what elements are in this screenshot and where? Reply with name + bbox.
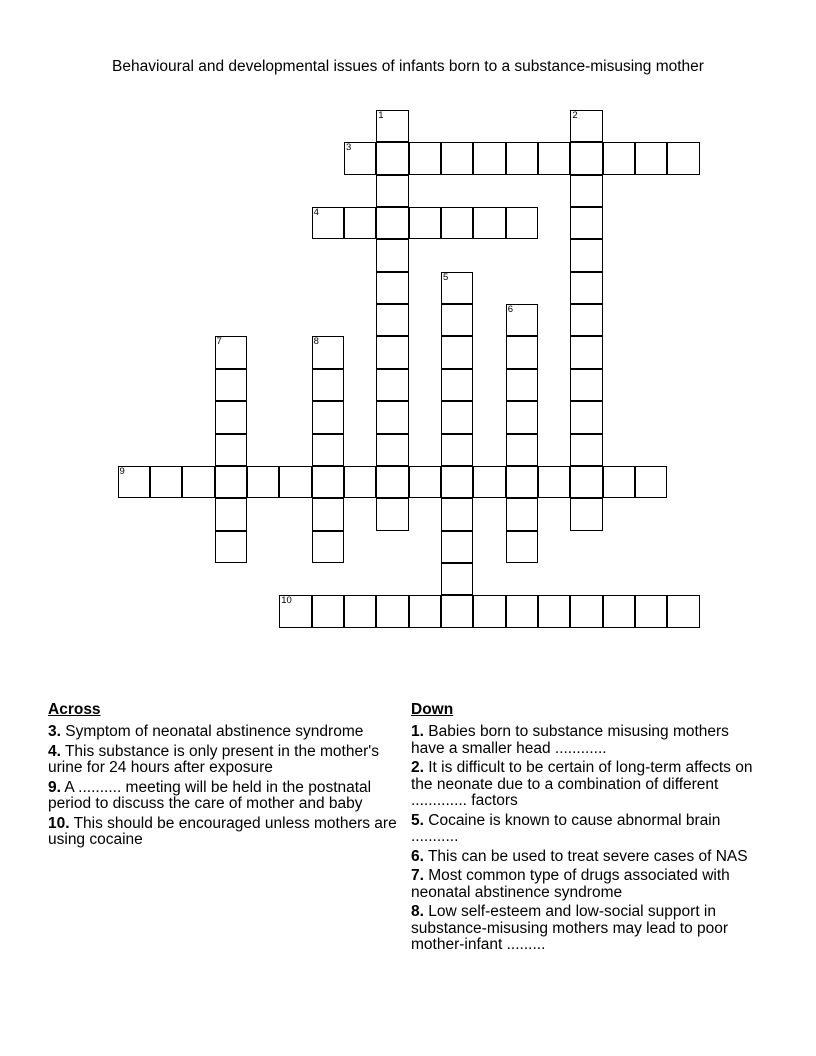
clue-number-label: 4 — [313, 207, 319, 219]
clue-text: Most common type of drugs associated with neonatal abstinence syndrome — [411, 867, 730, 901]
grid-cell[interactable] — [473, 466, 505, 498]
grid-cell[interactable] — [441, 531, 473, 563]
grid-cell[interactable] — [344, 142, 376, 174]
grid-cell[interactable] — [570, 434, 602, 466]
grid-cell[interactable] — [279, 595, 311, 627]
grid-cell[interactable] — [441, 595, 473, 627]
clue-text: Cocaine is known to cause abnormal brain ........... — [411, 811, 721, 845]
grid-cell[interactable] — [506, 434, 538, 466]
grid-cell[interactable] — [570, 401, 602, 433]
grid-cell[interactable] — [441, 498, 473, 530]
grid-cell[interactable] — [312, 401, 344, 433]
grid-cell[interactable] — [376, 142, 408, 174]
grid-cell[interactable] — [312, 369, 344, 401]
grid-cell[interactable] — [570, 110, 602, 142]
down-clue — [411, 724, 761, 757]
clue-number-label: 10 — [281, 595, 292, 607]
grid-cell[interactable] — [376, 434, 408, 466]
grid-cell[interactable] — [215, 466, 247, 498]
grid-cell[interactable] — [570, 207, 602, 239]
down-clue — [411, 813, 761, 846]
grid-cell[interactable] — [667, 142, 699, 174]
grid-cell[interactable] — [215, 434, 247, 466]
grid-cell[interactable] — [215, 401, 247, 433]
grid-cell[interactable] — [215, 531, 247, 563]
clue-number-label: 7 — [216, 336, 222, 348]
down-clue — [411, 760, 761, 810]
grid-cell[interactable] — [312, 498, 344, 530]
grid-cell[interactable] — [441, 207, 473, 239]
grid-cell[interactable] — [506, 498, 538, 530]
down-heading: Down — [411, 701, 454, 718]
grid-cell[interactable] — [603, 595, 635, 627]
grid-cell[interactable] — [538, 466, 570, 498]
grid-cell[interactable] — [441, 369, 473, 401]
grid-cell[interactable] — [409, 595, 441, 627]
grid-cell[interactable] — [312, 336, 344, 368]
clue-number-label: 8 — [313, 336, 319, 348]
grid-cell[interactable] — [441, 304, 473, 336]
grid-cell[interactable] — [603, 142, 635, 174]
clue-text: A .......... meeting will be held in the postnatal period to discuss the care of mother and baby — [48, 778, 372, 812]
grid-cell[interactable] — [312, 434, 344, 466]
grid-cell[interactable] — [118, 466, 150, 498]
grid-cell[interactable] — [538, 142, 570, 174]
grid-cell[interactable] — [376, 466, 408, 498]
clue-number: 8. — [411, 903, 424, 920]
clue-number: 1. — [411, 723, 424, 740]
grid-cell[interactable] — [603, 466, 635, 498]
grid-cell[interactable] — [344, 207, 376, 239]
clue-number: 2. — [411, 759, 424, 776]
grid-cell[interactable] — [376, 175, 408, 207]
grid-cell[interactable] — [635, 466, 667, 498]
across-heading: Across — [48, 701, 101, 718]
grid-cell[interactable] — [538, 595, 570, 627]
grid-cell[interactable] — [376, 304, 408, 336]
across-clue — [48, 780, 398, 813]
grid-cell[interactable] — [506, 369, 538, 401]
clue-text: It is difficult to be certain of long-term affects on the neonate due to a combination of different ............. factors — [411, 759, 753, 809]
clue-number-label: 6 — [507, 304, 513, 316]
grid-cell[interactable] — [473, 207, 505, 239]
clue-number-label: 2 — [572, 110, 578, 121]
grid-cell[interactable] — [441, 434, 473, 466]
clue-number-label: 9 — [119, 465, 125, 477]
grid-cell[interactable] — [506, 207, 538, 239]
grid-cell[interactable] — [344, 466, 376, 498]
grid-cell[interactable] — [506, 336, 538, 368]
grid-cell[interactable] — [409, 142, 441, 174]
grid-cell[interactable] — [570, 304, 602, 336]
down-clue — [411, 904, 761, 954]
grid-cell[interactable] — [635, 142, 667, 174]
grid-cell[interactable] — [441, 466, 473, 498]
grid-cell[interactable] — [247, 466, 279, 498]
grid-cell[interactable] — [312, 466, 344, 498]
grid-cell[interactable] — [667, 595, 699, 627]
clue-number: 5. — [411, 811, 424, 829]
grid-cell[interactable] — [376, 401, 408, 433]
across-clue — [48, 816, 398, 849]
grid-cell[interactable] — [409, 207, 441, 239]
grid-cell[interactable] — [506, 466, 538, 498]
grid-cell[interactable] — [182, 466, 214, 498]
grid-cell[interactable] — [312, 531, 344, 563]
grid-cell[interactable] — [376, 336, 408, 368]
grid-cell[interactable] — [570, 175, 602, 207]
grid-cell[interactable] — [376, 595, 408, 627]
grid-cell[interactable] — [150, 466, 182, 498]
grid-cell[interactable] — [506, 401, 538, 433]
across-clue — [48, 724, 398, 741]
puzzle-title: Behavioural and developmental issues of infants born to a substance-misusing mother — [112, 58, 704, 75]
grid-cell[interactable] — [570, 369, 602, 401]
grid-cell[interactable] — [376, 369, 408, 401]
across-clue — [48, 744, 398, 777]
clue-number: 10. — [48, 814, 70, 832]
clue-number: 4. — [48, 742, 61, 760]
grid-cell[interactable] — [570, 142, 602, 174]
clue-number: 6. — [411, 847, 424, 865]
grid-cell[interactable] — [441, 563, 473, 595]
clue-number: 7. — [411, 867, 424, 884]
grid-cell[interactable] — [215, 369, 247, 401]
grid-cell[interactable] — [570, 498, 602, 530]
grid-cell[interactable] — [441, 401, 473, 433]
clue-text: Low self-esteem and low-social support in substance-misusing mothers may lead to poor mother-infant ......... — [411, 903, 729, 953]
clue-text: This can be used to treat severe cases of NAS — [427, 847, 748, 865]
grid-cell[interactable] — [312, 207, 344, 239]
clue-text: This substance is only present in the mother's urine for 24 hours after exposure — [48, 742, 379, 776]
grid-cell[interactable] — [376, 239, 408, 271]
clue-number: 3. — [48, 723, 61, 740]
grid-cell[interactable] — [441, 272, 473, 304]
clue-text: Babies born to substance misusing mothers have a smaller head ............ — [411, 723, 729, 757]
grid-cell[interactable] — [279, 466, 311, 498]
grid-cell[interactable] — [506, 531, 538, 563]
grid-cell[interactable] — [215, 336, 247, 368]
grid-cell[interactable] — [376, 498, 408, 530]
grid-cell[interactable] — [635, 595, 667, 627]
grid-cell[interactable] — [570, 336, 602, 368]
grid-cell[interactable] — [376, 207, 408, 239]
clue-number-label: 5 — [443, 271, 449, 283]
grid-cell[interactable] — [570, 466, 602, 498]
grid-cell[interactable] — [506, 595, 538, 627]
grid-cell[interactable] — [570, 239, 602, 271]
grid-cell[interactable] — [215, 498, 247, 530]
grid-cell[interactable] — [344, 595, 376, 627]
clue-number-label: 3 — [345, 142, 352, 154]
down-clue — [411, 868, 761, 901]
down-clue — [411, 849, 761, 866]
across-clues — [48, 700, 398, 852]
down-clues — [411, 700, 761, 956]
grid-cell[interactable] — [312, 595, 344, 627]
grid-cell[interactable] — [376, 110, 408, 142]
grid-cell[interactable] — [570, 595, 602, 627]
grid-cell[interactable] — [376, 272, 408, 304]
grid-cell[interactable] — [409, 466, 441, 498]
clue-text: This should be encouraged unless mothers are using cocaine — [48, 814, 397, 848]
grid-cell[interactable] — [570, 272, 602, 304]
clue-number: 9. — [48, 778, 61, 796]
clue-number-label: 1 — [378, 110, 384, 121]
grid-cell[interactable] — [506, 142, 538, 174]
grid-cell[interactable] — [473, 142, 505, 174]
grid-cell[interactable] — [441, 336, 473, 368]
grid-cell[interactable] — [441, 142, 473, 174]
grid-cell[interactable] — [473, 595, 505, 627]
clue-text: Symptom of neonatal abstinence syndrome — [65, 723, 364, 740]
grid-cell[interactable] — [506, 304, 538, 336]
